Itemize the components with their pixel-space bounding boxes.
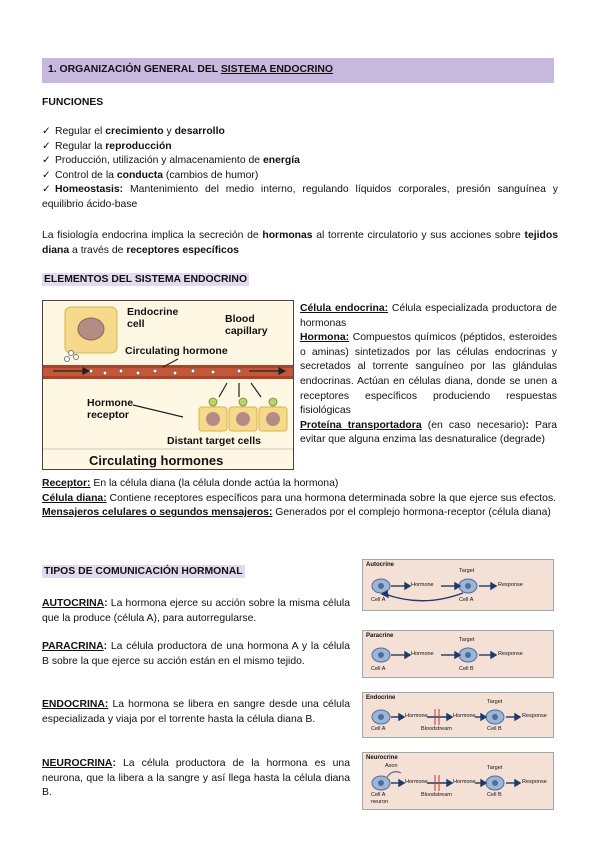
endocrine-hormone-2: Hormone xyxy=(453,713,476,719)
check-icon: ✓ xyxy=(42,140,51,152)
definition-text: Compuestos químicos (péptidos, esteroides o aminas) sintetizados por las células endocrinas y secretados al torrente sanguíneo por las glándulas endocrinas. Actúan en células diana, donde se unen a receptores específicos produciendo respuestas fisiológicas xyxy=(300,332,557,417)
definition-text: Para evitar que alguna enzima las desnaturalice (degrade) xyxy=(300,419,557,446)
funcion-item xyxy=(42,154,558,169)
endocrine-title: Endocrine xyxy=(366,695,396,701)
funcion-text: Homeostasis: xyxy=(55,184,124,196)
endocrine-diagram xyxy=(362,692,554,738)
circulating-hormone-label: Circulating hormone xyxy=(125,345,228,357)
endocrine-cell-label: Endocrine cell xyxy=(127,306,179,330)
intro-text: receptores específicos xyxy=(126,244,239,256)
definition-term: Proteína transportadora xyxy=(300,419,422,431)
endocrine-bloodstream: Bloodstream xyxy=(421,726,452,732)
endocrine-cell-a: Cell A xyxy=(371,726,386,732)
tipo-autocrina xyxy=(42,597,350,626)
definition-term: Célula endocrina: xyxy=(300,303,389,314)
endocrine-nucleus-shape xyxy=(78,318,104,340)
neurocrine-axon: Axon xyxy=(385,763,398,769)
definition-text: Célula especializada productora de hormonas xyxy=(300,303,557,329)
paracrine-hormone: Hormone xyxy=(411,651,434,657)
funcion-item xyxy=(42,140,558,155)
definition-text: En la célula diana (la célula donde actúa la hormona) xyxy=(90,478,339,489)
definition-colon: : xyxy=(525,419,529,431)
neurocrine-cell-a: Cell A xyxy=(371,792,386,798)
endocrine-hormone: Hormone xyxy=(405,713,428,719)
tipo-colon: : xyxy=(104,598,108,609)
funcion-text: conducta xyxy=(116,169,163,181)
definitions-column xyxy=(300,302,557,448)
tipo-term: AUTOCRINA xyxy=(42,598,105,609)
funcion-text: Producción, utilización y almacenamiento de xyxy=(55,155,263,167)
funcion-text: Regular el xyxy=(55,126,106,137)
neurocrine-cell-a-neuron: neuron xyxy=(371,799,389,805)
definition-item xyxy=(42,492,558,507)
tipo-text: La hormona ejerce su acción sobre la misma célula que la produce (célula A), para autorregularse. xyxy=(42,598,350,624)
neurocrine-bloodstream: Bloodstream xyxy=(421,792,452,798)
definition-term: Receptor: xyxy=(42,478,91,489)
check-icon: ✓ xyxy=(42,184,51,196)
intro-text: al torrente circulatorio y sus acciones sobre xyxy=(312,230,525,241)
tipo-term: ENDOCRINA: xyxy=(42,699,109,710)
funcion-item xyxy=(42,169,558,184)
autocrine-cell-a: Cell A xyxy=(371,597,386,603)
tipo-colon: : xyxy=(112,758,116,769)
definition-text: Generados por el complejo hormona-receptor (célula diana) xyxy=(272,507,551,519)
funcion-text: energía xyxy=(262,155,300,167)
neurocrine-title: Neurocrine xyxy=(366,755,398,761)
intro-text: tejidos diana xyxy=(42,230,558,256)
tipo-text: La célula productora de una hormona A y la célula B sobre la que ejerce su acción están en el mismo tejido. xyxy=(42,641,350,667)
funcion-text: (cambios de humor) xyxy=(163,169,259,181)
blood-capillary-label: Blood capillary xyxy=(225,313,268,337)
autocrine-title: Autocrine xyxy=(366,562,395,568)
funcion-item xyxy=(42,125,558,140)
paracrine-cell-a: Cell A xyxy=(371,666,386,672)
neurocrine-hormone: Hormone xyxy=(405,779,428,785)
funcion-item xyxy=(42,183,558,212)
distant-target-cells-label: Distant target cells xyxy=(167,435,261,447)
hormone-receptor-label: Hormone receptor xyxy=(87,397,134,421)
paracrine-cell-b: Cell B xyxy=(459,666,474,672)
definition-term: Mensajeros celulares o segundos mensajeros: xyxy=(42,507,273,519)
funciones-heading: FUNCIONES xyxy=(42,97,104,108)
definition-text: Contiene receptores específicos para una hormona determinada sobre la que ejerce sus efectos. xyxy=(106,492,557,504)
figure-caption: Circulating hormones xyxy=(89,453,224,468)
neurocrine-target: Target xyxy=(487,765,503,771)
more-definitions xyxy=(42,477,558,521)
definition-item xyxy=(42,477,558,492)
paracrine-response: Response xyxy=(498,651,523,657)
definition-term: Hormona: xyxy=(300,332,350,344)
tipo-term: NEUROCRINA xyxy=(42,758,113,769)
funcion-text: Mantenimiento del medio interno, regulando líquidos corporales, presión sanguínea y equilibrio ácido-base xyxy=(42,184,558,210)
endocrine-target: Target xyxy=(487,699,503,705)
intro-paragraph xyxy=(42,229,558,258)
autocrine-cell-b: Cell A xyxy=(459,597,474,603)
elementos-heading: ELEMENTOS DEL SISTEMA ENDOCRINO xyxy=(44,274,248,285)
funciones-list xyxy=(42,125,558,213)
definition-item xyxy=(300,302,557,331)
tipo-endocrina xyxy=(42,698,350,727)
funcion-text: desarrollo xyxy=(174,126,225,137)
check-icon: ✓ xyxy=(42,155,51,167)
definition-item xyxy=(300,331,557,419)
neurocrine-response: Response xyxy=(522,779,547,785)
definition-term: Célula diana: xyxy=(42,492,107,504)
section-title: 1. ORGANIZACIÓN GENERAL DEL SISTEMA ENDOCRINO xyxy=(48,64,333,75)
definition-item xyxy=(42,506,558,521)
paracrine-target: Target xyxy=(459,637,475,643)
autocrine-target: Target xyxy=(459,568,475,574)
circulating-hormones-figure xyxy=(42,300,294,470)
neurocrine-diagram xyxy=(362,752,554,810)
tipo-neurocrina xyxy=(42,757,350,801)
endocrine-cell-b: Cell B xyxy=(487,726,502,732)
check-icon: ✓ xyxy=(42,126,51,137)
funcion-text: y xyxy=(163,126,175,137)
definition-item xyxy=(300,419,557,448)
funcion-text: Control de la xyxy=(55,169,117,181)
funcion-text: Regular la xyxy=(55,140,106,152)
tipo-paracrina xyxy=(42,640,350,669)
autocrine-diagram xyxy=(362,559,554,611)
autocrine-response: Response xyxy=(498,582,523,588)
check-icon: ✓ xyxy=(42,169,51,181)
definition-suffix: (en caso necesario) xyxy=(421,419,526,431)
intro-text: hormonas xyxy=(262,230,313,241)
intro-text: La fisiología endocrina implica la secreción de xyxy=(42,230,263,241)
autocrine-hormone: Hormone xyxy=(411,582,434,588)
target-cells-shapes xyxy=(199,398,287,431)
tipo-colon: : xyxy=(103,641,108,652)
tipo-term: PARACRINA xyxy=(42,641,104,652)
funcion-text: crecimiento xyxy=(105,126,164,137)
paracrine-title: Paracrine xyxy=(366,633,394,639)
neurocrine-cell-b: Cell B xyxy=(487,792,502,798)
paracrine-diagram xyxy=(362,630,554,678)
funcion-text: reproducción xyxy=(105,140,172,152)
endocrine-response: Response xyxy=(522,713,547,719)
tipos-heading: TIPOS DE COMUNICACIÓN HORMONAL xyxy=(44,566,243,577)
tipo-text: La célula productora de la hormona es una neurona, que la libera a la sangre y así llega hasta la célula diana B. xyxy=(42,758,350,799)
neurocrine-hormone-2: Hormone xyxy=(453,779,476,785)
intro-text: a través de xyxy=(69,244,127,256)
tipo-text: La hormona se libera en sangre desde una célula especializada y viaja por el torrente hasta la célula diana B. xyxy=(42,699,350,725)
